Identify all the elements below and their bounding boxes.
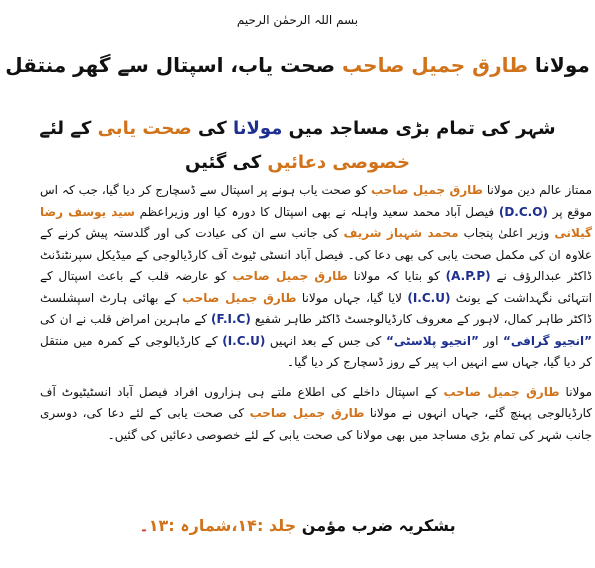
text-run: ممتاز عالم دین مولانا xyxy=(482,183,592,197)
acronym: (D.C.O) xyxy=(498,204,548,219)
headline-secondary-part: کی گئیں xyxy=(184,152,268,173)
name-highlight: طارق جمیل صاحب xyxy=(371,183,483,197)
text-run: فیصل آباد محمد سعید واہلہ نے بھی اسپتال کا دورہ کیا اور وزیراعظم xyxy=(134,204,499,219)
text-run: کو عارضہ قلب کے باعث اسپتال کے انتہائی نگہداشت کے یونٹ xyxy=(40,269,592,305)
acronym: (I.C.U) xyxy=(407,290,451,305)
name-highlight: طارق جمیل صاحب xyxy=(181,290,297,305)
article-paragraph xyxy=(40,382,592,447)
name-highlight: طارق جمیل صاحب xyxy=(443,384,560,399)
source-credit-label: بشکریہ ضرب مؤمن xyxy=(296,516,456,535)
source-credit-end: ۔ xyxy=(139,516,149,535)
headline-secondary-part: شہر کی تمام بڑی مساجد میں xyxy=(282,118,556,139)
headline-secondary-part: کے لئے xyxy=(39,118,98,139)
text-run: کے کارڈیالوجی کے کمرہ میں منتقل کر دیا گیا، جہاں سے انہیں اب پیر کے روز ڈسچارج کر دیا گیا۔ xyxy=(40,333,592,369)
text-run: کے اسپتال داخلے کی اطلاع ملتے ہی ہزاروں افراد فیصل آباد انسٹیٹیوٹ آف کارڈیالوجی پہنچ گئے، جہاں انہوں نے مولانا xyxy=(40,384,592,420)
term-highlight: ”انجیو پلاسٹی“ xyxy=(386,333,479,348)
term-highlight: ”انجیو گرافی“ xyxy=(503,333,593,348)
text-run: وزیر اعلیٰ پنجاب xyxy=(458,226,555,240)
headline-secondary-part: کی xyxy=(191,118,233,139)
text-run: اور xyxy=(478,333,504,348)
text-run: کی صحت یابی کے لئے دعا کی، دوسری جانب شہر کی تمام بڑی مساجد میں بھی مولانا کی صحت یابی کے لئے خصوصی دعائیں کی گئیں۔ xyxy=(40,406,592,442)
issue-info: جلد :۱۴،شمارہ :۱۳ xyxy=(148,516,297,535)
text-run: کی جس کے بعد انہیں xyxy=(265,333,386,348)
headline-primary xyxy=(0,48,595,82)
headline-primary-part: صحت یاب، اسپتال سے گھر منتقل xyxy=(5,53,342,77)
text-run: لایا گیا، جہاں مولانا xyxy=(296,290,408,305)
headline-secondary-highlight: صحت یابی xyxy=(97,118,192,139)
text-run: کی جانب سے ان کی عیادت کی اور گلدستہ پیش کرنے کے علاوہ ان کی مکمل صحت یابی کی بھی دعا کی۔ فیصل آباد انسٹی ٹیوٹ آف کارڈیالوجی کے میڈیکل سپرنٹنڈنٹ ڈاکٹر عبدالرؤف نے xyxy=(40,226,592,283)
headline-secondary-highlight: خصوصی دعائیں xyxy=(267,152,411,173)
text-run: مولانا xyxy=(559,384,593,399)
name-highlight: طارق جمیل صاحب xyxy=(232,269,348,283)
headline-secondary xyxy=(0,112,595,180)
headline-primary-name: طارق جمیل صاحب xyxy=(342,53,528,77)
text-run: کو صحت یاب ہونے پر اسپتال سے ڈسچارج کر دیا گیا، جب کہ اس موقع پر xyxy=(40,183,593,219)
article-paragraph xyxy=(40,180,592,374)
basmala: بسم اللہ الرحمٰن الرحیم xyxy=(236,13,359,27)
headline-secondary-highlight: مولانا xyxy=(233,118,283,139)
text-run: کو بتایا کہ مولانا xyxy=(347,269,446,283)
source-credit xyxy=(0,512,595,540)
text-run: کے بھائی ہارٹ اسپشلسٹ ڈاکٹر طاہر کمال، لاہور کے معروف کارڈیالوجسٹ ڈاکٹر طاہر شفیع xyxy=(40,290,592,326)
text-run: کے ماہرین امراض قلب نے ان کی xyxy=(40,312,212,326)
acronym: (I.C.U) xyxy=(222,333,266,348)
name-highlight: سید یوسف رضا گیلانی xyxy=(40,204,593,240)
headline-primary-part: مولانا xyxy=(527,53,590,77)
article-body xyxy=(40,180,592,454)
name-highlight: طارق جمیل صاحب xyxy=(249,406,365,420)
name-highlight: محمد شہباز شریف xyxy=(343,226,459,240)
acronym: (F.I.C) xyxy=(211,312,251,326)
acronym: (A.P.P) xyxy=(445,269,491,283)
